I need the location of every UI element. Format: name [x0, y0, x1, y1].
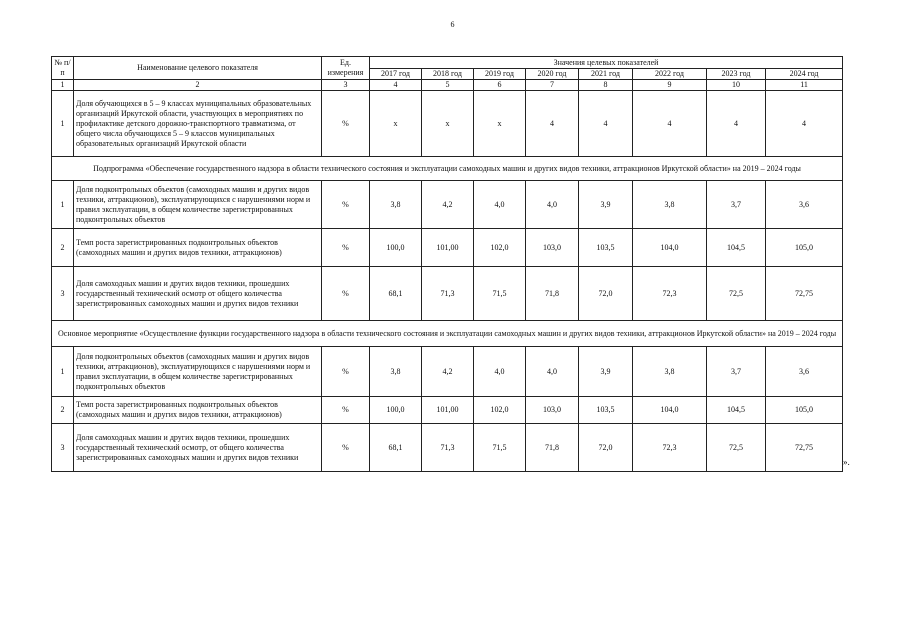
unit-cell: % — [322, 181, 370, 229]
value-cell: 102,0 — [474, 229, 526, 267]
header-index: 5 — [422, 80, 474, 91]
header-year: 2020 год — [526, 69, 579, 80]
value-cell: 104,0 — [633, 397, 707, 424]
table-row — [52, 267, 843, 321]
header-year: 2017 год — [370, 69, 422, 80]
value-cell: 4 — [766, 91, 843, 157]
value-cell: 3,9 — [579, 347, 633, 397]
header-index: 10 — [707, 80, 766, 91]
unit-cell: % — [322, 91, 370, 157]
header-year: 2024 год — [766, 69, 843, 80]
value-cell: 72,3 — [633, 424, 707, 472]
header-year: 2022 год — [633, 69, 707, 80]
table-row — [52, 181, 843, 229]
header-index: 8 — [579, 80, 633, 91]
value-cell: 4 — [579, 91, 633, 157]
value-cell: 104,5 — [707, 229, 766, 267]
table-row — [52, 424, 843, 472]
value-cell: 102,0 — [474, 397, 526, 424]
value-cell: 3,8 — [633, 181, 707, 229]
value-cell: х — [474, 91, 526, 157]
page-number: 6 — [450, 20, 455, 29]
value-cell: 100,0 — [370, 229, 422, 267]
value-cell: 4 — [633, 91, 707, 157]
unit-cell: % — [322, 424, 370, 472]
value-cell: 71,3 — [422, 267, 474, 321]
value-cell: 4,0 — [526, 181, 579, 229]
row-number: 2 — [52, 397, 74, 424]
row-number: 1 — [52, 181, 74, 229]
value-cell: 4,2 — [422, 347, 474, 397]
indicator-name: Доля самоходных машин и других видов техники, прошедших государственный технический осмотр от общего количества зарегистрированных самоходных машин и других видов техники — [74, 267, 322, 321]
row-number: 3 — [52, 267, 74, 321]
indicator-name: Доля подконтрольных объектов (самоходных машин и других видов техники, аттракционов), эксплуатирующихся с нарушениями норм и правил эксплуатации, в общем количестве зарегистрированных подконтрольных объектов — [74, 347, 322, 397]
value-cell: 72,0 — [579, 424, 633, 472]
header-index: 3 — [322, 80, 370, 91]
closing-quote: ». — [843, 457, 850, 467]
row-number: 1 — [52, 91, 74, 157]
header-year: 2018 год — [422, 69, 474, 80]
subprogram-title: Подпрограмма «Обеспечение государственного надзора в области технического состояния и эксплуатации самоходных машин и других видов техники, аттракционов Иркутской области» на 2019 – 2024 годы — [52, 157, 843, 181]
unit-cell: % — [322, 267, 370, 321]
header-index: 11 — [766, 80, 843, 91]
header-year: 2023 год — [707, 69, 766, 80]
header-index: 7 — [526, 80, 579, 91]
value-cell: 104,5 — [707, 397, 766, 424]
value-cell: 71,5 — [474, 424, 526, 472]
indicator-name: Доля подконтрольных объектов (самоходных машин и других видов техники, аттракционов), эксплуатирующихся с нарушениями норм и правил эксплуатации, в общем количестве зарегистрированных подконтрольных объектов — [74, 181, 322, 229]
header-index: 9 — [633, 80, 707, 91]
value-cell: 71,8 — [526, 267, 579, 321]
table-row — [52, 347, 843, 397]
value-cell: 71,8 — [526, 424, 579, 472]
value-cell: 4,0 — [474, 181, 526, 229]
value-cell: 71,3 — [422, 424, 474, 472]
row-number: 1 — [52, 347, 74, 397]
value-cell: 3,9 — [579, 181, 633, 229]
value-cell: х — [370, 91, 422, 157]
value-cell: 101,00 — [422, 229, 474, 267]
header-index: 6 — [474, 80, 526, 91]
value-cell: 72,5 — [707, 267, 766, 321]
main-measure-title: Основное мероприятие «Осуществление функции государственного надзора в области технического состояния и эксплуатации самоходных машин и других видов техники, аттракционов Иркутской области» на 2019 – 2024 годы — [52, 321, 843, 347]
indicators-table — [51, 56, 843, 472]
unit-cell: % — [322, 347, 370, 397]
value-cell: 72,75 — [766, 267, 843, 321]
unit-cell: % — [322, 229, 370, 267]
value-cell: 103,0 — [526, 229, 579, 267]
table-row — [52, 229, 843, 267]
value-cell: 4 — [707, 91, 766, 157]
table-row — [52, 91, 843, 157]
subprogram-title-row — [52, 157, 843, 181]
header-unit: Ед. измерения — [322, 57, 370, 80]
header-index: 1 — [52, 80, 74, 91]
header-num: № п/п — [52, 57, 74, 80]
value-cell: 100,0 — [370, 397, 422, 424]
header-year: 2019 год — [474, 69, 526, 80]
indicator-name: Темп роста зарегистрированных подконтрольных объектов (самоходных машин и других видов техники, аттракционов) — [74, 229, 322, 267]
value-cell: 4,0 — [474, 347, 526, 397]
row-number: 2 — [52, 229, 74, 267]
value-cell: 4,0 — [526, 347, 579, 397]
value-cell: 68,1 — [370, 424, 422, 472]
value-cell: 3,6 — [766, 181, 843, 229]
value-cell: 72,0 — [579, 267, 633, 321]
row-number: 3 — [52, 424, 74, 472]
value-cell: 3,8 — [633, 347, 707, 397]
indicator-name: Доля обучающихся в 5 – 9 классах муниципальных образовательных организаций Иркутской области, участвующих в мероприятиях по профилактике детского дорожно-транспортного травматизма, от общего числа обучающихся 5 – 9 классов муниципальных образовательных организаций Иркутской области — [74, 91, 322, 157]
value-cell: 72,3 — [633, 267, 707, 321]
value-cell: 3,7 — [707, 181, 766, 229]
value-cell: 103,5 — [579, 397, 633, 424]
header-index: 4 — [370, 80, 422, 91]
indicator-name: Темп роста зарегистрированных подконтрольных объектов (самоходных машин и других видов техники, аттракционов) — [74, 397, 322, 424]
value-cell: 72,75 — [766, 424, 843, 472]
value-cell: 3,8 — [370, 181, 422, 229]
value-cell: 71,5 — [474, 267, 526, 321]
value-cell: 3,8 — [370, 347, 422, 397]
value-cell: 4 — [526, 91, 579, 157]
main-measure-title-row — [52, 321, 843, 347]
value-cell: 103,0 — [526, 397, 579, 424]
table-row — [52, 397, 843, 424]
value-cell: 4,2 — [422, 181, 474, 229]
header-name: Наименование целевого показателя — [74, 57, 322, 80]
value-cell: 3,6 — [766, 347, 843, 397]
value-cell: 103,5 — [579, 229, 633, 267]
unit-cell: % — [322, 397, 370, 424]
indicator-name: Доля самоходных машин и других видов техники, прошедших государственный технический осмотр, от общего количества зарегистрированных самоходных машин и других видов техники — [74, 424, 322, 472]
header-index: 2 — [74, 80, 322, 91]
header-year: 2021 год — [579, 69, 633, 80]
value-cell: х — [422, 91, 474, 157]
value-cell: 101,00 — [422, 397, 474, 424]
value-cell: 68,1 — [370, 267, 422, 321]
header-values: Значения целевых показателей — [370, 57, 843, 69]
value-cell: 105,0 — [766, 397, 843, 424]
value-cell: 72,5 — [707, 424, 766, 472]
value-cell: 104,0 — [633, 229, 707, 267]
value-cell: 3,7 — [707, 347, 766, 397]
value-cell: 105,0 — [766, 229, 843, 267]
